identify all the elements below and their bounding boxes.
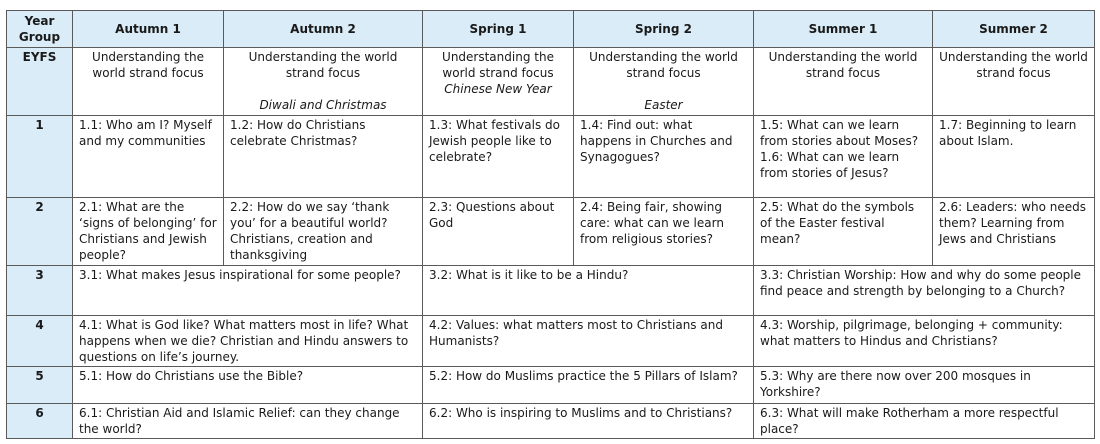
y2-summer-2: 2.6: Leaders: who needs them? Learning from Jews and Christians [933, 198, 1095, 266]
header-summer-2: Summer 2 [933, 11, 1095, 48]
y5-autumn: 5.1: How do Christians use the Bible? [73, 367, 423, 404]
year-label-4: 4 [7, 316, 73, 367]
y1-spring-2: 1.4: Find out: what happens in Churches and Synagogues? [574, 116, 754, 198]
y1-autumn-1: 1.1: Who am I? Myself and my communities [73, 116, 224, 198]
y1-autumn-2: 1.2: How do Christians celebrate Christmas? [224, 116, 423, 198]
y4-spring: 4.2: Values: what matters most to Christians and Humanists? [423, 316, 754, 367]
y1-summer-1 [754, 116, 933, 198]
row-year-6 [7, 404, 1095, 439]
y5-summer: 5.3: Why are there now over 200 mosques in Yorkshire? [754, 367, 1095, 404]
eyfs-summer-1 [754, 48, 933, 116]
header-row [7, 11, 1095, 48]
y3-autumn: 3.1: What makes Jesus inspirational for some people? [73, 266, 423, 316]
curriculum-table [6, 10, 1095, 439]
y1-spring-1: 1.3: What festivals do Jewish people like to celebrate? [423, 116, 574, 198]
y2-autumn-2: 2.2: How do we say ‘thank you’ for a beautiful world? Christians, creation and thanksgiving [224, 198, 423, 266]
y2-autumn-1: 2.1: What are the ‘signs of belonging’ for Christians and Jewish people? [73, 198, 224, 266]
row-year-2 [7, 198, 1095, 266]
row-year-3 [7, 266, 1095, 316]
year-label-1: 1 [7, 116, 73, 198]
eyfs-spring-2 [574, 48, 754, 116]
header-autumn-1: Autumn 1 [73, 11, 224, 48]
eyfs-spring-2-note: Easter [644, 98, 683, 112]
eyfs-autumn-1 [73, 48, 224, 116]
y5-spring: 5.2: How do Muslims practice the 5 Pillars of Islam? [423, 367, 754, 404]
eyfs-autumn-2 [224, 48, 423, 116]
y4-autumn: 4.1: What is God like? What matters most in life? What happens when we die? Christian and Hindu answers to questions on life’s journey. [73, 316, 423, 367]
y3-summer: 3.3: Christian Worship: How and why do some people find peace and strength by belonging to a Church? [754, 266, 1095, 316]
year-label-6: 6 [7, 404, 73, 439]
header-autumn-2: Autumn 2 [224, 11, 423, 48]
year-label-5: 5 [7, 367, 73, 404]
y6-autumn: 6.1: Christian Aid and Islamic Relief: can they change the world? [73, 404, 423, 439]
eyfs-autumn-1-text: Understanding the world strand focus [92, 50, 204, 80]
row-year-4 [7, 316, 1095, 367]
row-eyfs [7, 48, 1095, 116]
year-label-3: 3 [7, 266, 73, 316]
eyfs-spring-2-text: Understanding the world strand focus [589, 50, 738, 80]
eyfs-summer-2-text: Understanding the world strand focus [939, 50, 1088, 80]
y2-spring-1: 2.3: Questions about God [423, 198, 574, 266]
eyfs-spring-1-note: Chinese New Year [444, 82, 552, 96]
year-label-eyfs: EYFS [7, 48, 73, 116]
eyfs-autumn-2-note: Diwali and Christmas [259, 98, 387, 112]
y1-summer-1a: 1.5: What can we learn from stories about Moses? [760, 118, 919, 148]
eyfs-spring-1-text: Understanding the world strand focus [442, 50, 554, 80]
y2-summer-1: 2.5: What do the symbols of the Easter festival mean? [754, 198, 933, 266]
y3-spring: 3.2: What is it like to be a Hindu? [423, 266, 754, 316]
y1-summer-1b: 1.6: What can we learn from stories of Jesus? [760, 150, 900, 180]
eyfs-summer-2 [933, 48, 1095, 116]
eyfs-spring-1 [423, 48, 574, 116]
header-spring-1: Spring 1 [423, 11, 574, 48]
year-label-2: 2 [7, 198, 73, 266]
y1-summer-2: 1.7: Beginning to learn about Islam. [933, 116, 1095, 198]
eyfs-autumn-2-text: Understanding the world strand focus [248, 50, 398, 80]
y6-summer: 6.3: What will make Rotherham a more respectful place? [754, 404, 1095, 439]
row-year-1 [7, 116, 1095, 198]
row-year-5 [7, 367, 1095, 404]
header-spring-2: Spring 2 [574, 11, 754, 48]
y6-spring: 6.2: Who is inspiring to Muslims and to Christians? [423, 404, 754, 439]
header-year-group: Year Group [7, 11, 73, 48]
y4-summer: 4.3: Worship, pilgrimage, belonging + community: what matters to Hindus and Christians? [754, 316, 1095, 367]
header-summer-1: Summer 1 [754, 11, 933, 48]
eyfs-summer-1-text: Understanding the world strand focus [768, 50, 918, 80]
y2-spring-2: 2.4: Being fair, showing care: what can we learn from religious stories? [574, 198, 754, 266]
